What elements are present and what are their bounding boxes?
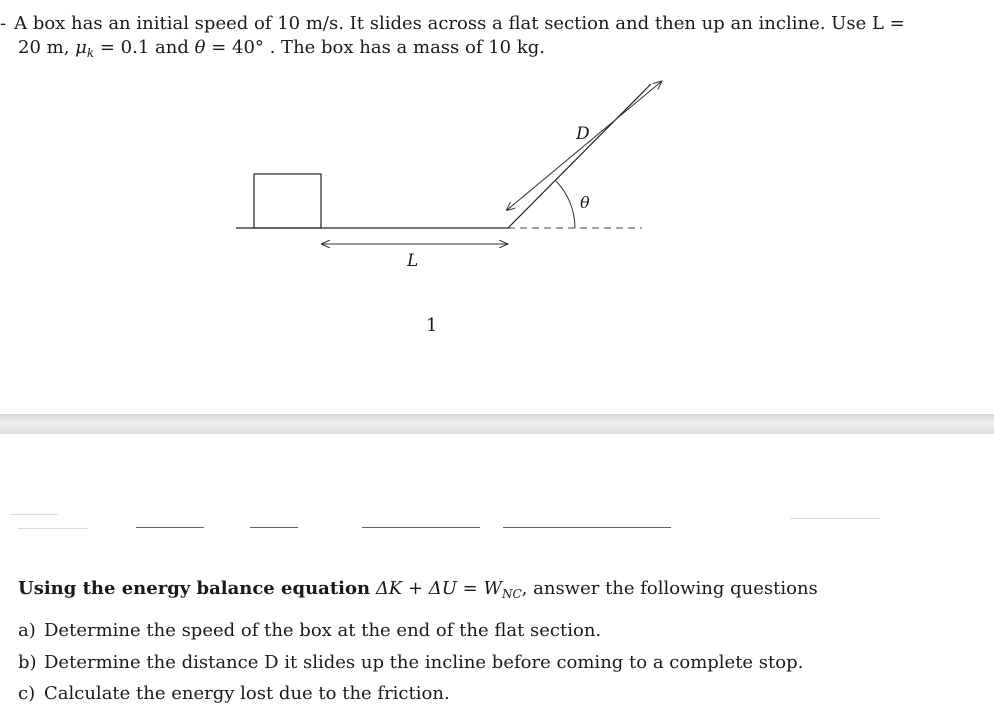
question-marker: c) <box>18 683 36 704</box>
question-marker: b) <box>18 652 37 673</box>
question-text: Determine the distance D it slides up the incline before coming to a complete stop. <box>44 652 804 673</box>
page-bottom <box>0 434 994 720</box>
question-item <box>18 620 601 641</box>
table-rule <box>250 527 298 528</box>
question-text: Calculate the energy lost due to the friction. <box>44 683 450 704</box>
energy-equation-subscript: NC <box>501 587 522 601</box>
page-number: 1 <box>426 315 438 336</box>
question-item <box>18 683 450 704</box>
box <box>254 174 321 228</box>
table-rule <box>136 527 204 528</box>
questions-heading-bold: Using the energy balance equation <box>18 578 371 599</box>
mu-subscript: k <box>86 46 95 60</box>
question-marker: a) <box>18 620 36 641</box>
mu-symbol: μ <box>75 37 87 58</box>
page-separator <box>0 414 994 434</box>
label-theta: θ <box>580 193 590 212</box>
theta-symbol: θ <box>194 37 206 58</box>
question-text: Determine the speed of the box at the end of the flat section. <box>44 620 602 641</box>
angle-mass-text: = 40° . The box has a mass of 10 kg. <box>211 37 545 58</box>
distance-arrow <box>507 81 662 210</box>
label-D: D <box>576 124 590 144</box>
friction-value: = 0.1 and <box>99 37 189 58</box>
faint-rule <box>10 514 58 515</box>
question-item <box>18 652 803 673</box>
questions-heading <box>18 578 818 601</box>
length-value: 20 m, <box>18 37 70 58</box>
faint-rule <box>18 528 88 529</box>
table-rule <box>503 527 671 528</box>
questions-heading-rest: , answer the following questions <box>521 578 818 599</box>
label-L: L <box>407 251 419 271</box>
list-dash: - <box>0 13 7 34</box>
energy-equation: ΔK + ΔU = W <box>375 578 502 599</box>
table-rule <box>362 527 480 528</box>
faint-rule <box>790 518 880 519</box>
angle-arc <box>556 181 575 228</box>
problem-text-1: A box has an initial speed of 10 m/s. It slides across a flat section and then up an incline. Use L = <box>14 13 905 34</box>
